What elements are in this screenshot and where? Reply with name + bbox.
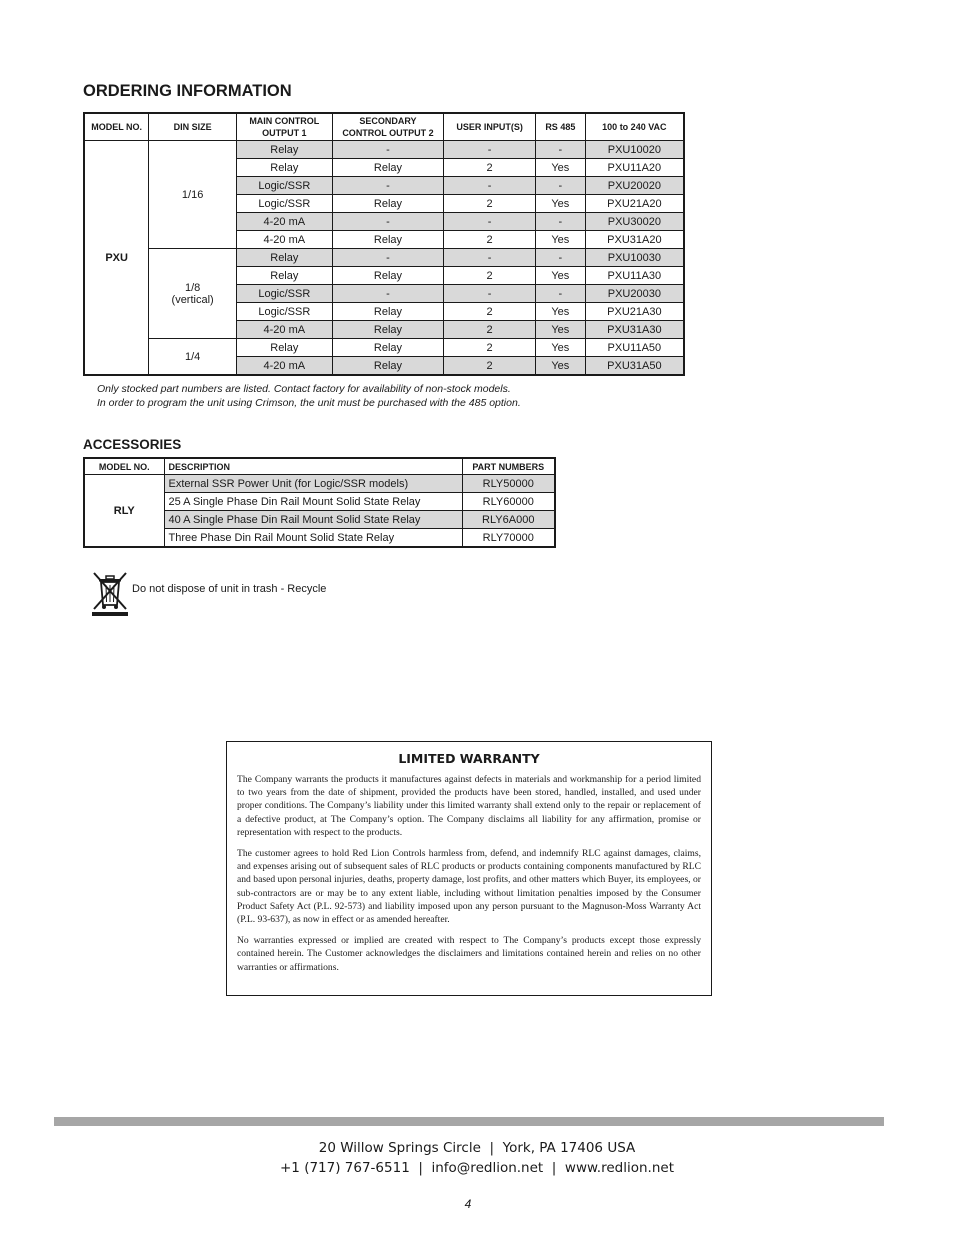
- cell-part: PXU11A30: [585, 267, 684, 285]
- cell-user: -: [444, 141, 536, 159]
- cell-rs485: Yes: [535, 321, 585, 339]
- header-din-size: DIN SIZE: [149, 113, 237, 141]
- cell-secondary: Relay: [332, 231, 444, 249]
- cell-secondary: -: [332, 249, 444, 267]
- cell-description: 40 A Single Phase Din Rail Mount Solid State Relay: [164, 511, 462, 529]
- cell-rs485: Yes: [535, 159, 585, 177]
- accessories-body: [84, 475, 555, 548]
- cell-rs485: -: [535, 249, 585, 267]
- cell-main: Logic/SSR: [236, 285, 332, 303]
- cell-part: PXU21A20: [585, 195, 684, 213]
- cell-description: External SSR Power Unit (for Logic/SSR models): [164, 475, 462, 493]
- cell-rs485: Yes: [535, 357, 585, 376]
- footer-address: 20 Willow Springs Circle | York, PA 17406 USA: [318, 1140, 636, 1156]
- acc-header-description: DESCRIPTION: [164, 458, 462, 475]
- cell-secondary: -: [332, 285, 444, 303]
- cell-main: 4-20 mA: [236, 231, 332, 249]
- ordering-body: [84, 141, 684, 376]
- warranty-paragraph: No warranties expressed or implied are created with respect to The Company’s products except those expressly contained herein. The Customer acknowledges the disclaimers and limitations contained herein and relies on no other warranties or affirmations.: [237, 935, 701, 973]
- cell-secondary: Relay: [332, 303, 444, 321]
- acc-header-model: MODEL NO.: [84, 458, 164, 475]
- din-size-cell: 1/16: [149, 141, 237, 249]
- warranty-paragraph: The Company warrants the products it manufactures against defects in materials and workmanship for a period limited to two years from the date of shipment, provided the products have been stored, handled, installed, and used under proper conditions. The Company’s liability under this limited warranty shall extend only to the repair or replacement of a defective product, at The Company’s option. The Company disclaims all liability for any affirmation, promise or representation with respect to the products.: [237, 774, 701, 838]
- cell-user: 2: [444, 357, 536, 376]
- ordering-note: Only stocked part numbers are listed. Contact factory for availability of non-stock models.: [97, 383, 511, 395]
- ordering-header-row: [84, 113, 684, 141]
- cell-user: 2: [444, 195, 536, 213]
- page-number: 4: [464, 1197, 472, 1211]
- cell-rs485: Yes: [535, 339, 585, 357]
- cell-main: Logic/SSR: [236, 303, 332, 321]
- warranty-paragraph: The customer agrees to hold Red Lion Controls harmless from, defend, and indemnify RLC against damages, claims, and expenses arising out of subsequent sales of RLC products or products containing components manufactured by RLC and based upon personal injuries, deaths, property damage, lost profits, and other matters which Buyer, its employees, or sub-contractors are or may be to any extent liable, including without limitation penalties imposed by the Consumer Product Safety Act (P.L. 92-573) and liability imposed upon any person pursuant to the Magnuson-Moss Warranty Act (P.L. 93-637), as now in effect or as amended hereafter.: [237, 848, 701, 926]
- cell-main: 4-20 mA: [236, 321, 332, 339]
- ordering-title: ORDERING INFORMATION: [83, 82, 292, 100]
- cell-part: RLY6A000: [462, 511, 555, 529]
- recycle-text: Do not dispose of unit in trash - Recycle: [132, 583, 327, 595]
- cell-part: PXU20030: [585, 285, 684, 303]
- cell-user: -: [444, 213, 536, 231]
- footer-contact: +1 (717) 767-6511 | info@redlion.net | www.redlion.net: [280, 1160, 674, 1176]
- cell-user: 2: [444, 159, 536, 177]
- cell-part: PXU31A50: [585, 357, 684, 376]
- cell-rs485: -: [535, 285, 585, 303]
- cell-user: -: [444, 249, 536, 267]
- cell-part: PXU31A30: [585, 321, 684, 339]
- cell-secondary: Relay: [332, 339, 444, 357]
- cell-description: Three Phase Din Rail Mount Solid State Relay: [164, 529, 462, 548]
- cell-rs485: Yes: [535, 267, 585, 285]
- table-row: [84, 141, 684, 159]
- footer-bar: [54, 1117, 884, 1126]
- cell-main: Logic/SSR: [236, 177, 332, 195]
- cell-secondary: -: [332, 177, 444, 195]
- ordering-note: In order to program the unit using Crimson, the unit must be purchased with the 485 option.: [97, 397, 521, 409]
- acc-model-cell: RLY: [84, 475, 164, 548]
- cell-part: PXU10020: [585, 141, 684, 159]
- cell-part: PXU20020: [585, 177, 684, 195]
- cell-rs485: -: [535, 177, 585, 195]
- table-row: [84, 249, 684, 267]
- table-row: [84, 475, 555, 493]
- cell-secondary: Relay: [332, 195, 444, 213]
- header-user-inputs: USER INPUT(S): [444, 113, 536, 141]
- cell-description: 25 A Single Phase Din Rail Mount Solid State Relay: [164, 493, 462, 511]
- cell-user: 2: [444, 321, 536, 339]
- cell-rs485: Yes: [535, 195, 585, 213]
- cell-part: RLY70000: [462, 529, 555, 548]
- crossed-bin-icon: [90, 569, 130, 617]
- accessories-header-row: [84, 458, 555, 475]
- cell-secondary: -: [332, 141, 444, 159]
- cell-part: PXU31A20: [585, 231, 684, 249]
- cell-user: 2: [444, 267, 536, 285]
- cell-part: PXU30020: [585, 213, 684, 231]
- ordering-table: [83, 112, 685, 376]
- cell-user: 2: [444, 303, 536, 321]
- ordering-notes: [97, 382, 521, 410]
- cell-rs485: Yes: [535, 231, 585, 249]
- cell-part: PXU11A50: [585, 339, 684, 357]
- cell-part: PXU11A20: [585, 159, 684, 177]
- cell-main: Logic/SSR: [236, 195, 332, 213]
- cell-main: 4-20 mA: [236, 213, 332, 231]
- warranty-box: [226, 741, 712, 996]
- cell-main: Relay: [236, 267, 332, 285]
- cell-part: RLY60000: [462, 493, 555, 511]
- cell-main: Relay: [236, 141, 332, 159]
- acc-header-part: PART NUMBERS: [462, 458, 555, 475]
- warranty-title: LIMITED WARRANTY: [398, 751, 540, 766]
- cell-rs485: Yes: [535, 303, 585, 321]
- din-size-cell: 1/8 (vertical): [149, 249, 237, 339]
- cell-main: Relay: [236, 159, 332, 177]
- cell-part: RLY50000: [462, 475, 555, 493]
- model-cell: PXU: [84, 141, 149, 376]
- cell-rs485: -: [535, 213, 585, 231]
- header-main-output: MAIN CONTROL OUTPUT 1: [236, 113, 332, 141]
- header-rs485: RS 485: [535, 113, 585, 141]
- accessories-title: ACCESSORIES: [83, 437, 182, 452]
- din-size-cell: 1/4: [149, 339, 237, 376]
- cell-rs485: -: [535, 141, 585, 159]
- cell-main: Relay: [236, 339, 332, 357]
- cell-user: -: [444, 177, 536, 195]
- header-model: MODEL NO.: [84, 113, 149, 141]
- cell-part: PXU10030: [585, 249, 684, 267]
- cell-secondary: Relay: [332, 159, 444, 177]
- cell-user: 2: [444, 339, 536, 357]
- table-row: [84, 339, 684, 357]
- cell-main: 4-20 mA: [236, 357, 332, 376]
- cell-user: 2: [444, 231, 536, 249]
- cell-secondary: Relay: [332, 267, 444, 285]
- cell-user: -: [444, 285, 536, 303]
- cell-secondary: -: [332, 213, 444, 231]
- cell-part: PXU21A30: [585, 303, 684, 321]
- header-vac: 100 to 240 VAC: [585, 113, 684, 141]
- cell-secondary: Relay: [332, 321, 444, 339]
- cell-secondary: Relay: [332, 357, 444, 376]
- accessories-table: [83, 457, 556, 548]
- cell-main: Relay: [236, 249, 332, 267]
- header-secondary-output: SECONDARY CONTROL OUTPUT 2: [332, 113, 444, 141]
